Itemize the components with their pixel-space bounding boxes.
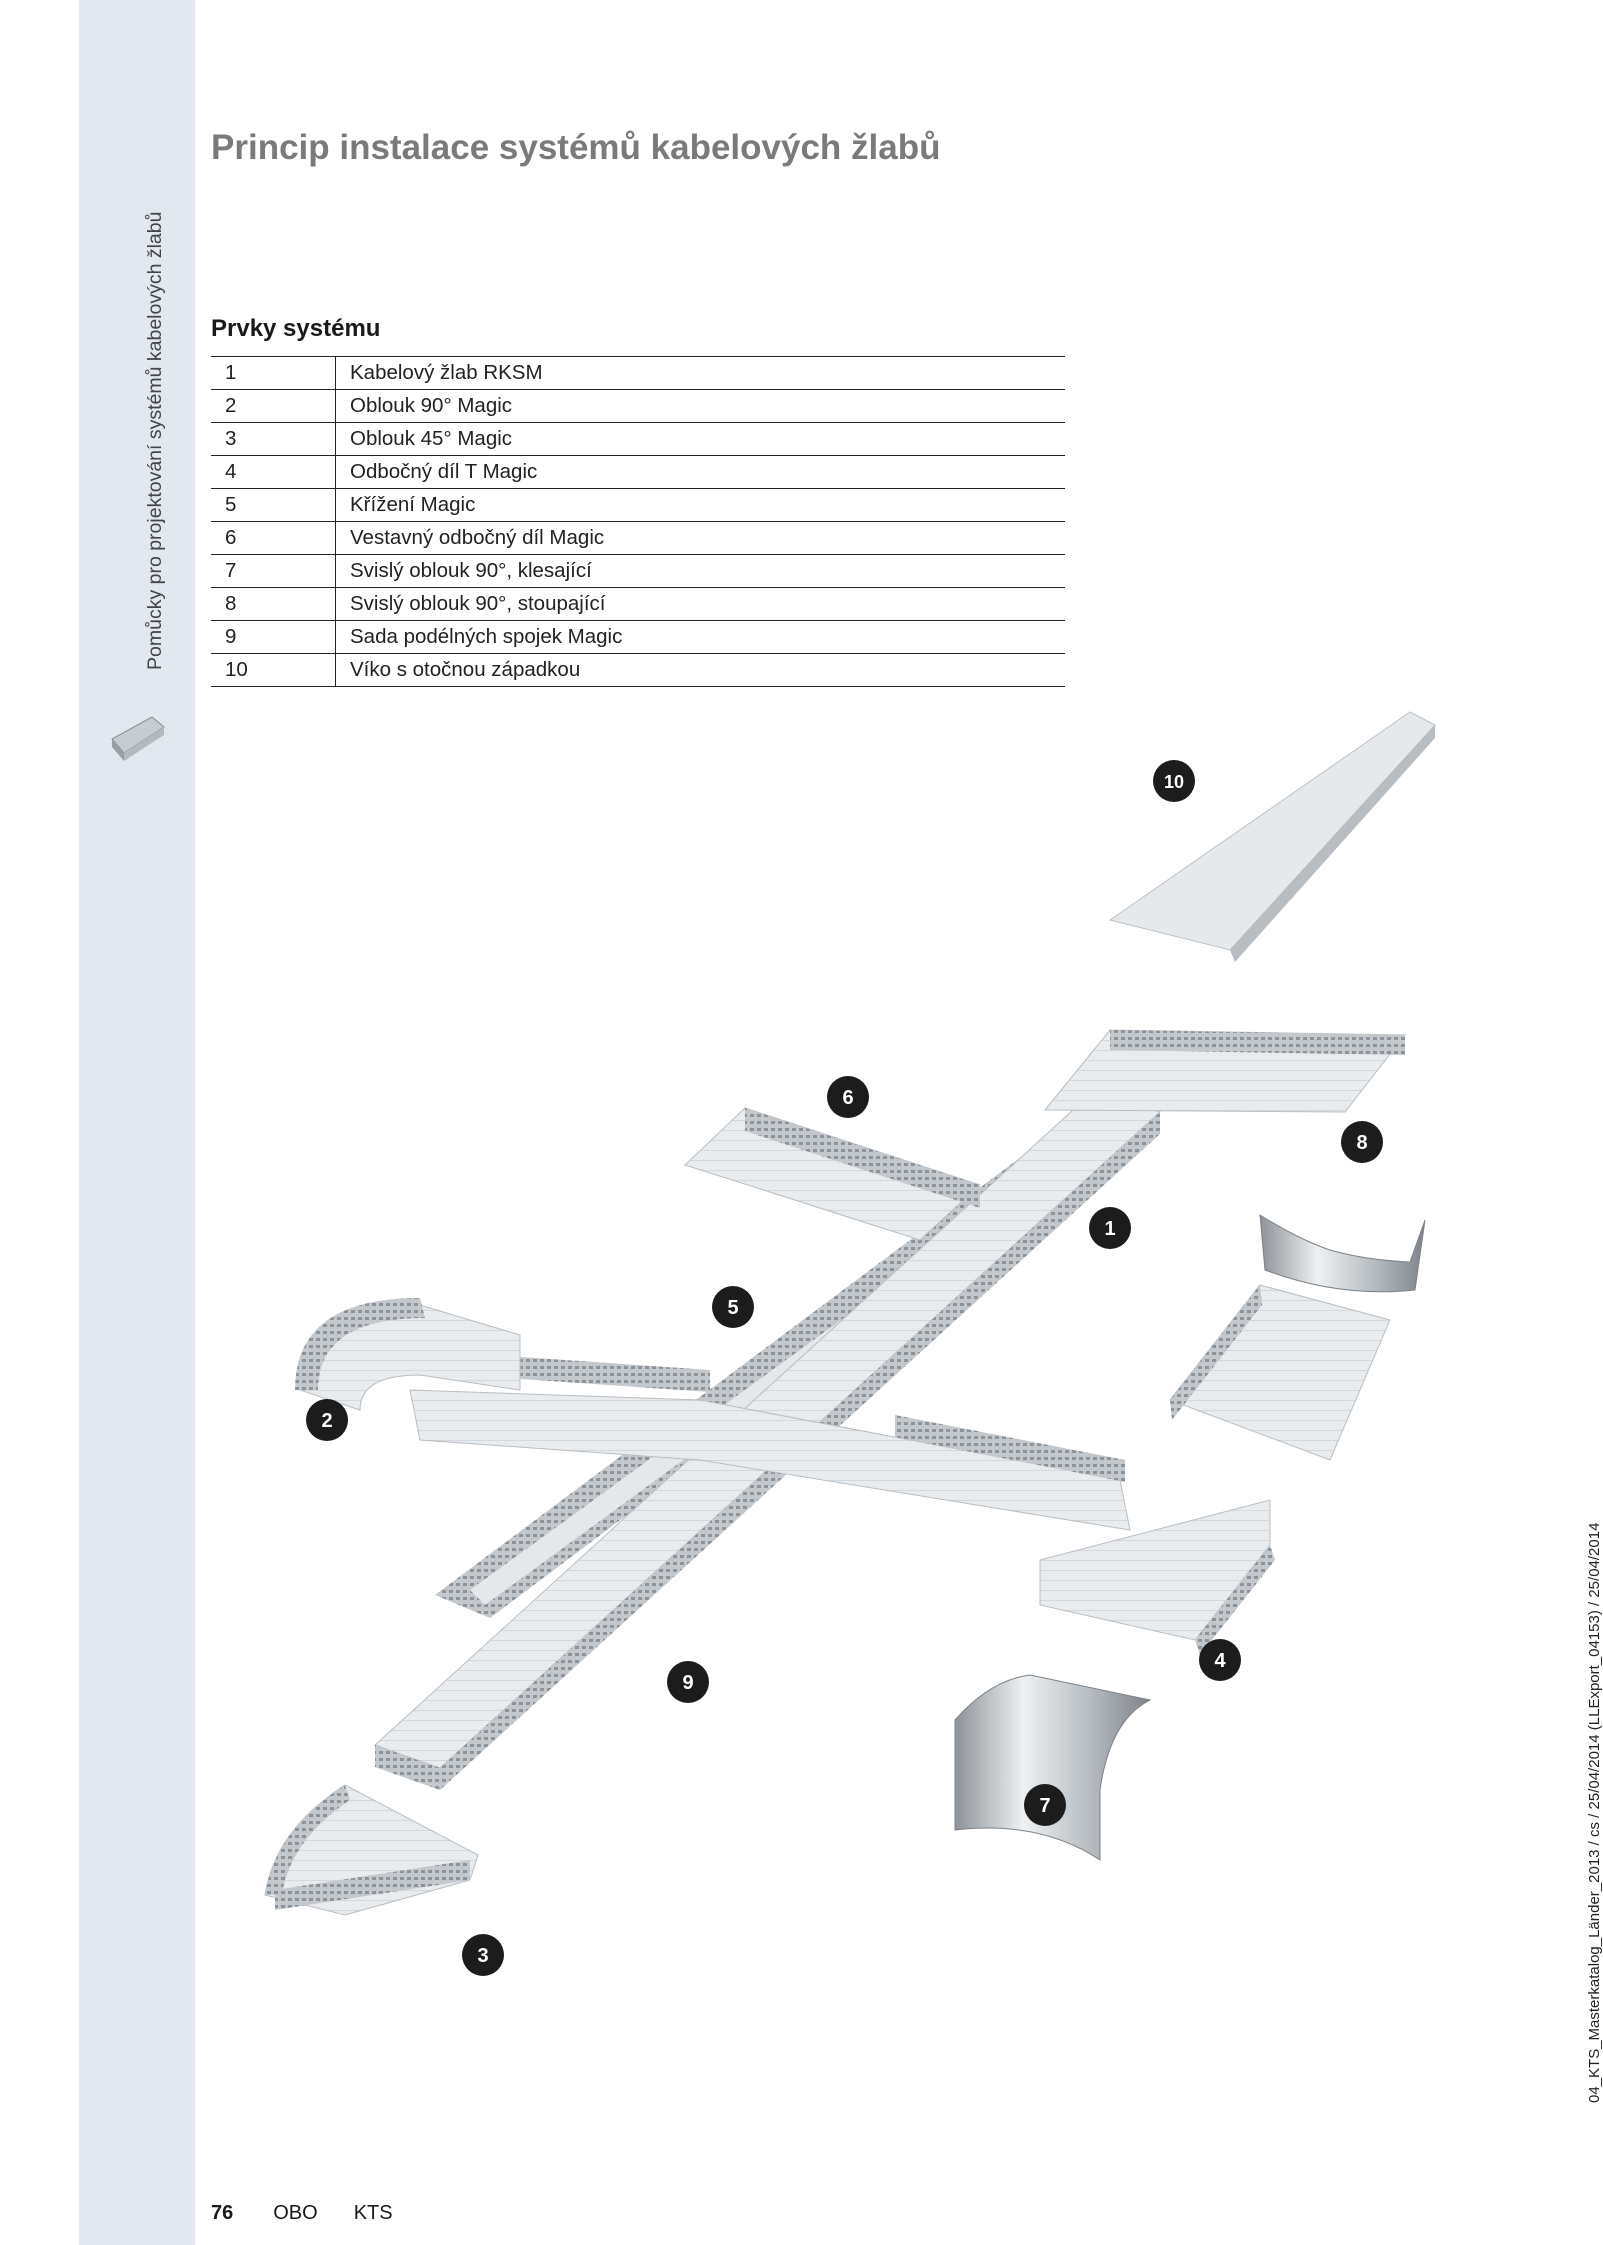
cable-tray-thumbnail-icon <box>108 713 168 773</box>
part-name: Křížení Magic <box>336 489 1066 522</box>
parts-table <box>211 356 1065 687</box>
footer-brand: OBO <box>273 2202 318 2224</box>
svg-text:6: 6 <box>842 1087 854 1109</box>
table-row <box>211 555 1065 588</box>
part-name: Odbočný díl T Magic <box>336 456 1066 489</box>
part-name: Svislý oblouk 90°, klesající <box>336 555 1066 588</box>
svg-text:10: 10 <box>1163 772 1185 792</box>
table-row <box>211 456 1065 489</box>
table-row <box>211 489 1065 522</box>
table-row <box>211 390 1065 423</box>
part-number: 3 <box>211 423 336 456</box>
svg-text:3: 3 <box>477 1945 489 1967</box>
part-6-builtin-branch <box>685 1108 980 1240</box>
part-number: 8 <box>211 588 336 621</box>
part-10-cover <box>1045 712 1435 1112</box>
marker-5 <box>712 1286 754 1328</box>
marker-6 <box>827 1076 869 1118</box>
svg-text:1: 1 <box>1104 1218 1116 1240</box>
part-name: Víko s otočnou západkou <box>336 654 1066 687</box>
cable-tray-system-diagram <box>195 700 1465 2120</box>
part-4-t-branch <box>1040 1500 1275 1655</box>
part-name: Svislý oblouk 90°, stoupající <box>336 588 1066 621</box>
marker-9 <box>667 1661 709 1703</box>
part-name: Oblouk 90° Magic <box>336 390 1066 423</box>
sidebar-band <box>79 0 195 2245</box>
svg-text:8: 8 <box>1356 1132 1368 1154</box>
document-code: 04_KTS_Masterkatalog_Länder_2013 / cs / 25/04/2014 (LLExport_04153) / 25/04/2014 <box>1586 1522 1603 2103</box>
svg-text:4: 4 <box>1214 1650 1226 1672</box>
sidebar-section-label: Pomůcky pro projektování systémů kabelových žlabů <box>144 211 166 670</box>
section-title: Prvky systému <box>211 315 381 342</box>
svg-text:7: 7 <box>1039 1795 1051 1817</box>
marker-10 <box>1153 760 1195 802</box>
table-row <box>211 654 1065 687</box>
part-name: Sada podélných spojek Magic <box>336 621 1066 654</box>
page-title: Princip instalace systémů kabelových žlabů <box>211 128 941 167</box>
part-7-vertical-bend-falling <box>955 1675 1150 1860</box>
marker-1 <box>1089 1207 1131 1249</box>
part-number: 6 <box>211 522 336 555</box>
svg-text:5: 5 <box>727 1297 739 1319</box>
marker-4 <box>1199 1639 1241 1681</box>
part-name: Kabelový žlab RKSM <box>336 357 1066 390</box>
marker-8 <box>1341 1121 1383 1163</box>
table-row <box>211 588 1065 621</box>
part-3-bend-45 <box>265 1785 478 1915</box>
part-number: 10 <box>211 654 336 687</box>
marker-7 <box>1024 1784 1066 1826</box>
part-number: 7 <box>211 555 336 588</box>
part-name: Vestavný odbočný díl Magic <box>336 522 1066 555</box>
marker-3 <box>462 1934 504 1976</box>
svg-text:2: 2 <box>321 1410 333 1432</box>
table-row <box>211 423 1065 456</box>
part-number: 2 <box>211 390 336 423</box>
part-number: 5 <box>211 489 336 522</box>
table-row <box>211 522 1065 555</box>
part-number: 9 <box>211 621 336 654</box>
part-number: 1 <box>211 357 336 390</box>
table-row <box>211 357 1065 390</box>
part-8-vertical-bend-rising <box>1170 1215 1425 1460</box>
page-footer <box>211 2202 393 2225</box>
part-name: Oblouk 45° Magic <box>336 423 1066 456</box>
page-number: 76 <box>211 2202 234 2224</box>
marker-2 <box>306 1399 348 1441</box>
footer-catalog: KTS <box>353 2202 393 2224</box>
svg-text:9: 9 <box>682 1672 694 1694</box>
part-number: 4 <box>211 456 336 489</box>
table-row <box>211 621 1065 654</box>
